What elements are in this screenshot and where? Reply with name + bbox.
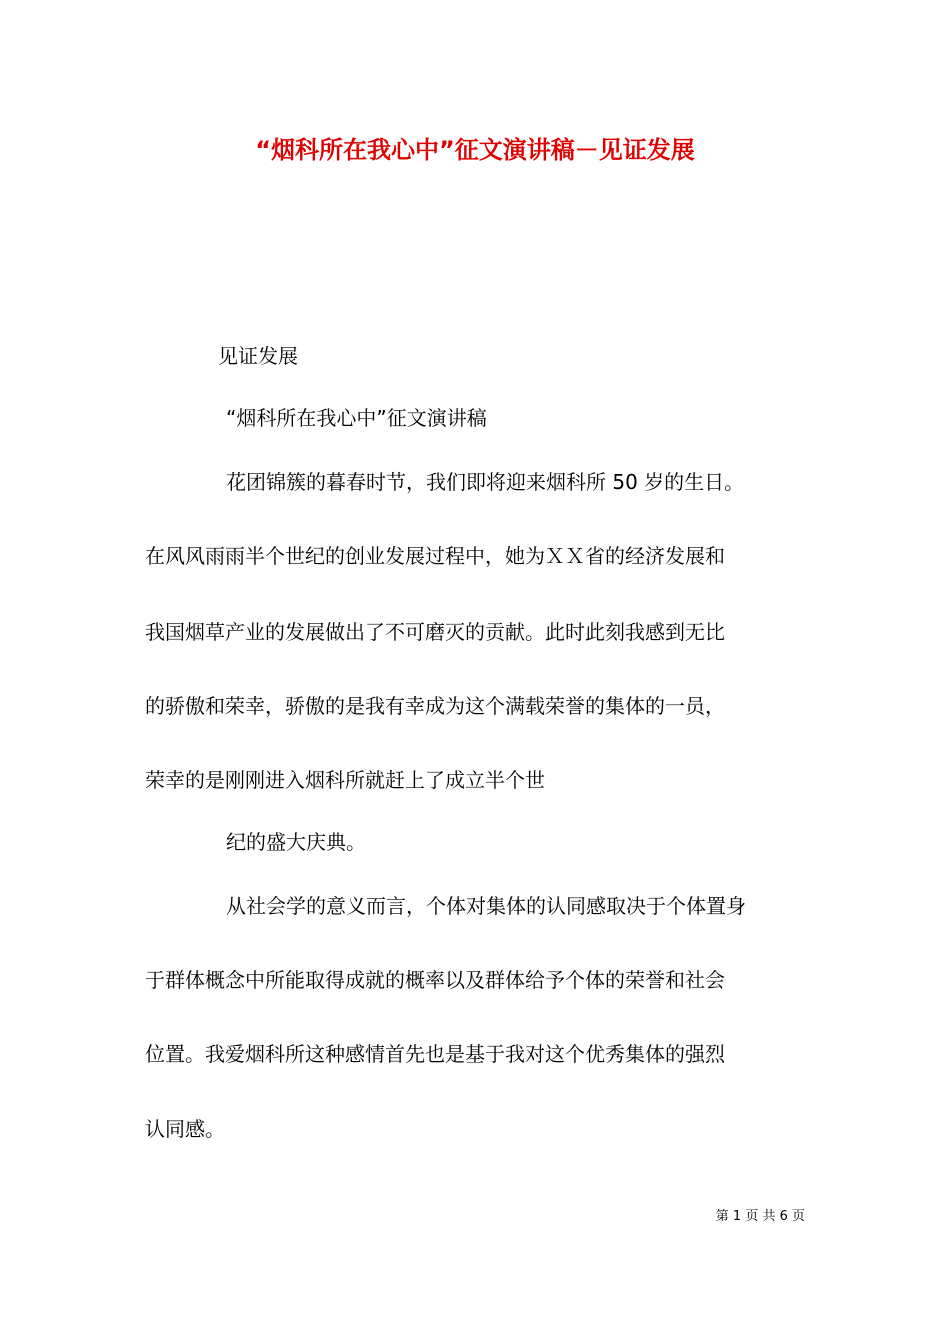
paragraph-line: 于群体概念中所能取得成就的概率以及群体给予个体的荣誉和社会 bbox=[145, 968, 725, 992]
paragraph-line: 位置。我爱烟科所这种感情首先也是基于我对这个优秀集体的强烈 bbox=[145, 1042, 725, 1066]
paragraph-line: 在风风雨雨半个世纪的创业发展过程中，她为ＸＸ省的经济发展和 bbox=[145, 544, 725, 568]
paragraph-line: 认同感。 bbox=[145, 1117, 225, 1141]
paragraph-line: 的骄傲和荣幸，骄傲的是我有幸成为这个满载荣誉的集体的一员， bbox=[145, 694, 725, 718]
paragraph-line: 荣幸的是刚刚进入烟科所就赶上了成立半个世 bbox=[145, 768, 545, 792]
paragraph-line: 花团锦簇的暮春时节，我们即将迎来烟科所 50 岁的生日。 bbox=[226, 470, 745, 494]
section-heading: 见证发展 bbox=[218, 344, 298, 368]
paragraph-line: 纪的盛大庆典。 bbox=[226, 830, 366, 854]
paragraph-line: 从社会学的意义而言，个体对集体的认同感取决于个体置身 bbox=[226, 894, 746, 918]
page-number: 第 1 页 共 6 页 bbox=[715, 1209, 805, 1224]
document-title: “烟科所在我心中”征文演讲稿－见证发展 bbox=[255, 136, 695, 164]
paragraph-line: 我国烟草产业的发展做出了不可磨灭的贡献。此时此刻我感到无比 bbox=[145, 620, 725, 644]
section-subheading: “烟科所在我心中”征文演讲稿 bbox=[226, 406, 487, 430]
